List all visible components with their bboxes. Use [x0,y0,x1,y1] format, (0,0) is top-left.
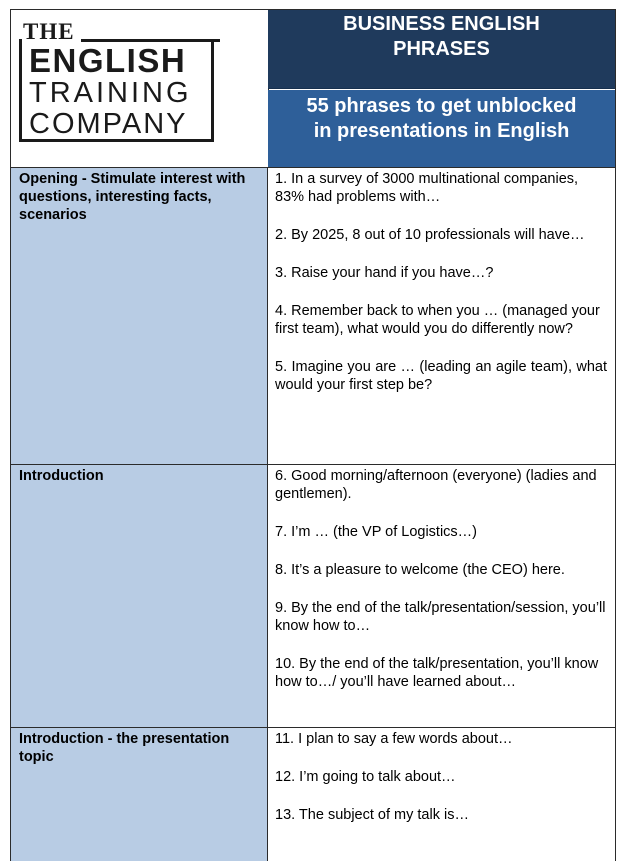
phrase-item: 5. Imagine you are … (leading an agile team), what would your first step be? [275,359,607,393]
phrase-sheet [10,9,616,861]
title-line-2: PHRASES [393,38,490,60]
section-introduction-topic [10,728,616,861]
logo-english: ENGLISH [29,42,187,79]
phrase-item: 11. I plan to say a few words about… [275,731,513,747]
phrase-list [268,168,615,464]
phrase-item: 4. Remember back to when you … (managed your first team), what would you do differently now? [275,303,600,337]
section-label: Introduction - the presentation topic [11,728,268,861]
phrase-item: 8. It’s a pleasure to welcome (the CEO) here. [275,562,565,578]
phrase-item: 1. In a survey of 3000 multinational companies, 83% had problems with… [275,171,579,205]
phrase-item: 12. I’m going to talk about… [275,769,456,785]
subtitle-line-1: 55 phrases to get unblocked [306,95,577,117]
company-logo [19,19,220,143]
logo-training: TRAINING [29,77,192,109]
phrase-item: 2. By 2025, 8 out of 10 professionals will have… [275,227,585,243]
phrase-item: 6. Good morning/afternoon (everyone) (ladies and gentlemen). [275,468,597,502]
header [10,9,616,168]
phrase-item: 7. I’m … (the VP of Logistics…) [275,524,477,540]
phrase-item: 3. Raise your hand if you have…? [275,265,494,281]
phrase-list [268,728,615,861]
logo-the: THE [23,19,75,44]
section-opening [10,168,616,465]
subtitle-line-2: in presentations in English [313,120,570,142]
logo-company: COMPANY [29,108,188,140]
section-label: Opening - Stimulate interest with questions, interesting facts, scenarios [11,168,268,464]
phrase-list [268,465,615,727]
page-title [268,10,615,89]
section-introduction [10,465,616,728]
phrase-item: 10. By the end of the talk/presentation, you’ll know how to…/ you’ll have learned about… [275,656,599,690]
title-line-1: BUSINESS ENGLISH [343,13,540,35]
phrase-item: 13. The subject of my talk is… [275,807,469,823]
phrase-item: 9. By the end of the talk/presentation/session, you’ll know how to… [275,600,606,634]
section-label: Introduction [11,465,268,727]
logo-cell [11,10,269,167]
page-subtitle [268,90,615,167]
